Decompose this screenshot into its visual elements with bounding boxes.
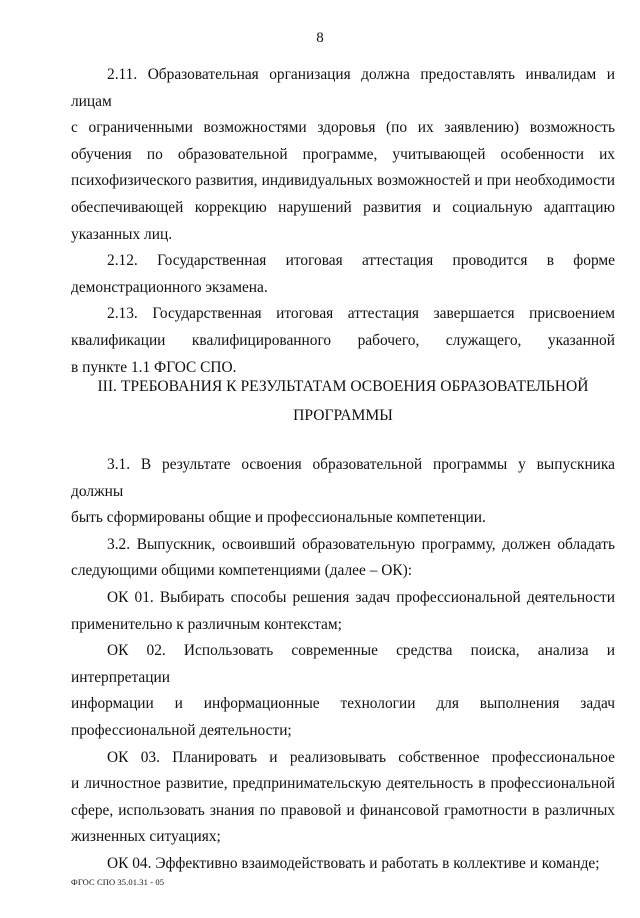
paragraph-line: жизненных ситуациях; <box>71 828 221 846</box>
footer-doc-code: ФГОС СПО 35.01.31 - 05 <box>71 877 165 887</box>
paragraph-p-3-1 <box>71 452 615 532</box>
paragraph-line: с ограниченными возможностями здоровья (по их заявлению) возможность <box>71 119 615 137</box>
paragraph-line: 3.1. В результате освоения образовательной программы у выпускника должны <box>71 456 615 500</box>
paragraph-p-ok-03 <box>71 745 615 851</box>
paragraph-line: ОК 01. Выбирать способы решения задач профессиональной деятельности <box>107 588 615 606</box>
paragraph-line: 2.13. Государственная итоговая аттестация завершается присвоением <box>107 305 615 323</box>
section-heading-line-1: III. ТРЕБОВАНИЯ К РЕЗУЛЬТАТАМ ОСВОЕНИЯ ОБРАЗОВАТЕЛЬНОЙ <box>97 378 589 395</box>
body-text-bottom <box>71 452 615 878</box>
paragraph-p-2-13 <box>71 301 615 381</box>
paragraph-line: информации и информационные технологии для выполнения задач <box>71 695 615 713</box>
paragraph-line: ОК 04. Эффективно взаимодействовать и работать в коллективе и команде; <box>107 854 600 872</box>
paragraph-line: ОК 03. Планировать и реализовывать собственное профессиональное <box>107 748 615 766</box>
paragraph-line: профессиональной деятельности; <box>71 721 292 739</box>
paragraph-line: быть сформированы общие и профессиональные компетенции. <box>71 509 486 527</box>
section-heading-line-2: ПРОГРАММЫ <box>293 407 393 424</box>
paragraph-line: квалификации квалифицированного рабочего, служащего, указанной <box>71 331 615 349</box>
paragraph-line: указанных лиц. <box>71 225 173 243</box>
paragraph-p-ok-02 <box>71 638 615 744</box>
paragraph-line: следующими общими компетенциями (далее – ОК): <box>71 562 413 580</box>
paragraph-p-2-12 <box>71 248 615 301</box>
paragraph-p-ok-01 <box>71 585 615 638</box>
paragraph-line: психофизического развития, индивидуальных возможностей и при необходимости <box>71 172 615 190</box>
paragraph-line: 2.12. Государственная итоговая аттестация проводится в форме <box>107 252 615 270</box>
body-text-top <box>71 62 615 381</box>
section-heading <box>71 372 615 430</box>
paragraph-line: 2.11. Образовательная организация должна предоставлять инвалидам и лицам <box>71 66 615 110</box>
paragraph-p-2-11 <box>71 62 615 248</box>
paragraph-line: обучения по образовательной программе, учитывающей особенности их <box>71 145 615 163</box>
paragraph-line: применительно к различным контекстам; <box>71 615 342 633</box>
page-number: 8 <box>316 30 324 46</box>
paragraph-p-ok-04 <box>71 851 615 878</box>
paragraph-line: и личностное развитие, предпринимательскую деятельность в профессиональной <box>71 775 615 793</box>
paragraph-line: в пункте 1.1 ФГОС СПО. <box>71 358 237 376</box>
paragraph-line: ОК 02. Использовать современные средства поиска, анализа и интерпретации <box>71 642 615 686</box>
paragraph-line: 3.2. Выпускник, освоивший образовательную программу, должен обладать <box>107 535 615 553</box>
paragraph-line: сфере, использовать знания по правовой и финансовой грамотности в различных <box>71 801 615 819</box>
paragraph-line: демонстрационного экзамена. <box>71 278 268 296</box>
paragraph-p-3-2 <box>71 532 615 585</box>
paragraph-line: обеспечивающей коррекцию нарушений развития и социальную адаптацию <box>71 198 615 216</box>
